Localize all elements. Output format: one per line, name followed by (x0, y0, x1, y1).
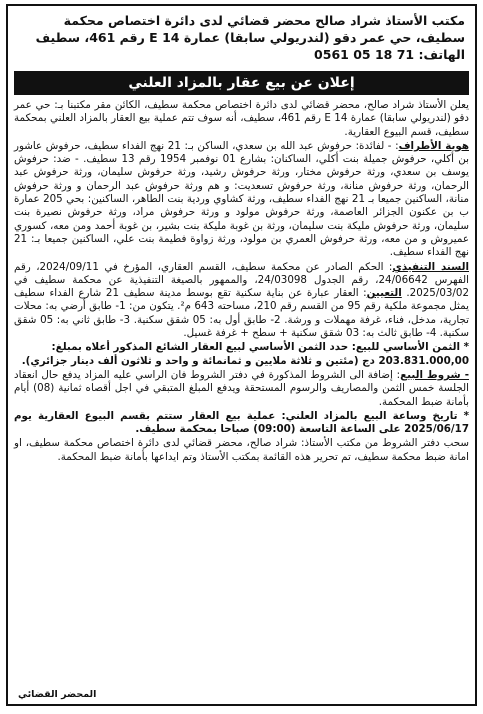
price-line2: 203.831.000,00 دج (مئتين و ثلاثة ملايين و ثمانمائة و واحد و ثلاثون ألف دينار جزائري). (21, 354, 469, 367)
conditions-text: : إضافة الى الشروط المذكورة في دفتر الشروط فان الراسي عليه المزاد يدفع حال انعقاد الجلسة خمس الثمن والمصاريف والرسوم المستحقة ويدفع المبلغ المتبقي في اجل أقصاه ثمانية (08) أيام بأمانة ضبط المحكمة. (14, 368, 470, 408)
office-line: مكتب الأستاذ شراد صالح محضر قضائي لدى دائرة اختصاص محكمة (63, 13, 465, 28)
address-line: سطيف، حي عمر دقو (لندريولي سابقا) عمارة E 14 رقم 461، سطيف (35, 30, 465, 45)
conditions-paragraph (14, 369, 469, 409)
conditions-label: - شروط البيع (400, 368, 470, 381)
parties-paragraph (14, 140, 469, 260)
exec-title-text: : الحكم الصادر عن محكمة سطيف، القسم العقاري، المؤرخ في 2024/09/11، رقم الفهرس 24/06642، رقم الجدول 24/03098، والممهور بالصيغة التنفيذية عن محكمة سطيف في 2025/03/02. (14, 260, 470, 300)
closing-paragraph: سحب دفتر الشروط من مكتب الأستاذ: شراد صالح، محضر قضائي لدى دائرة اختصاص محكمة سطيف، او امانة ضبط محكمة سطيف، تم تحرير هذه القائمة بمكتب الأستاذ وتم ايداعها بأمانة ضبط المحكمة. (14, 437, 469, 463)
price-line1: * الثمن الأساسي للبيع: حدد الثمن الأساسي لبيع العقار الشائع المذكور أعلاه بمبلغ: (51, 341, 469, 354)
intro-paragraph: يعلن الأستاذ شراد صالح، محضر قضائي لدى دائرة اختصاص محكمة سطيف، الكائن مقر مكتبنا بـ: حي عمر دقو (لندريولي سابقا) عمارة E 14 رقم 461، سطيف، أنه سوف تتم عملية بيع العقار بالمزاد العلني بمحكمة سطيف، قسم البيوع العقارية. (14, 99, 469, 138)
sale-date-paragraph: * تاريخ وساعة البيع بالمزاد العلني: عملية بيع العقار ستتم بقسم البيوع العقارية يوم 2025/06/17 على الساعة التاسعة (09:00) صباحا بمحكمة سطيف. (14, 409, 469, 436)
parties-text: : - لفائدة: حرفوش عبد الله بن سعدي، الساكن بـ: 21 نهج الفداء سطيف، حرفوش عاشور بن أكلي، حرفوش جميلة بنت أكلي، الساكنان: بشارع 01 نوفمبر 1954 رقم 13 سطيف. - ضد: حرفوش يوسف بن سعدي، ورثة حرفوش مختار، ورثة حرفوش رشيد، ورثة حرفوش سليمان، ورثة حرفوش عبد الرحمان، ورثة حرفوش منانة، ورثة حرفوش تسعديت: و هم ورثة حرفوش عبد الرحمان و ورثة حرفوش منانة، الساكنين جميعا بـ 21 نهج الفداء سطيف، ورثة كشاوي وردية بنت الطاهر، الساكنين: بحي 205 عمارة ب بن عكنون الجزائر العاصمة، ورثة حرفوش مولود و ورثة حرفوش مراد، ورثة حرفوش نصيرة بنت سليمان، ورثة حرفوش مليكة بنت سليمان، ورثة بن غوبة مليكة بنت بشير، بن غوبة أحمد ومن معه، كسوري عميروش و من معه، ورثة حرفوش العمري بن مولود، ورثة زواوة فطيمة بنت علي، الساكنين جميعا بـ: 21 نهج الفداء سطيف. (14, 139, 469, 259)
phone-line: الهاتف: 71 18 05 0561 (314, 47, 465, 62)
exec-title-label: السند التنفيذي (392, 260, 469, 273)
designation-text: : العقار عبارة عن بناية سكنية تقع بوسط مدينة سطيف 21 شارع الفداء سطيف يمثل مجموعة ملكية رقم 95 من القسم رقم 210، مساحته 643 م². يتكون من: 1- طابق أرضي به: محلات تجارية، مدخل، فناء، غرفة مهملات و ورشة. 2- طابق أول به: 05 شقق سكنية. 3- طابق ثاني به: 05 شقق سكنية. 4- طابق ثالث به: 03 شقق سكنية + سطح + غرفة غسيل. (14, 287, 470, 340)
header (8, 6, 475, 65)
designation-label: التعيين (366, 287, 402, 300)
signature: المحضر القضائي (18, 689, 97, 700)
notice-body (8, 99, 475, 464)
notice-title-banner: إعلان عن بيع عقار بالمزاد العلني (14, 71, 469, 95)
legal-notice (6, 4, 477, 706)
title-designation-paragraph (14, 261, 469, 341)
price-paragraph (14, 341, 469, 368)
parties-label: هوية الأطراف (398, 139, 469, 152)
